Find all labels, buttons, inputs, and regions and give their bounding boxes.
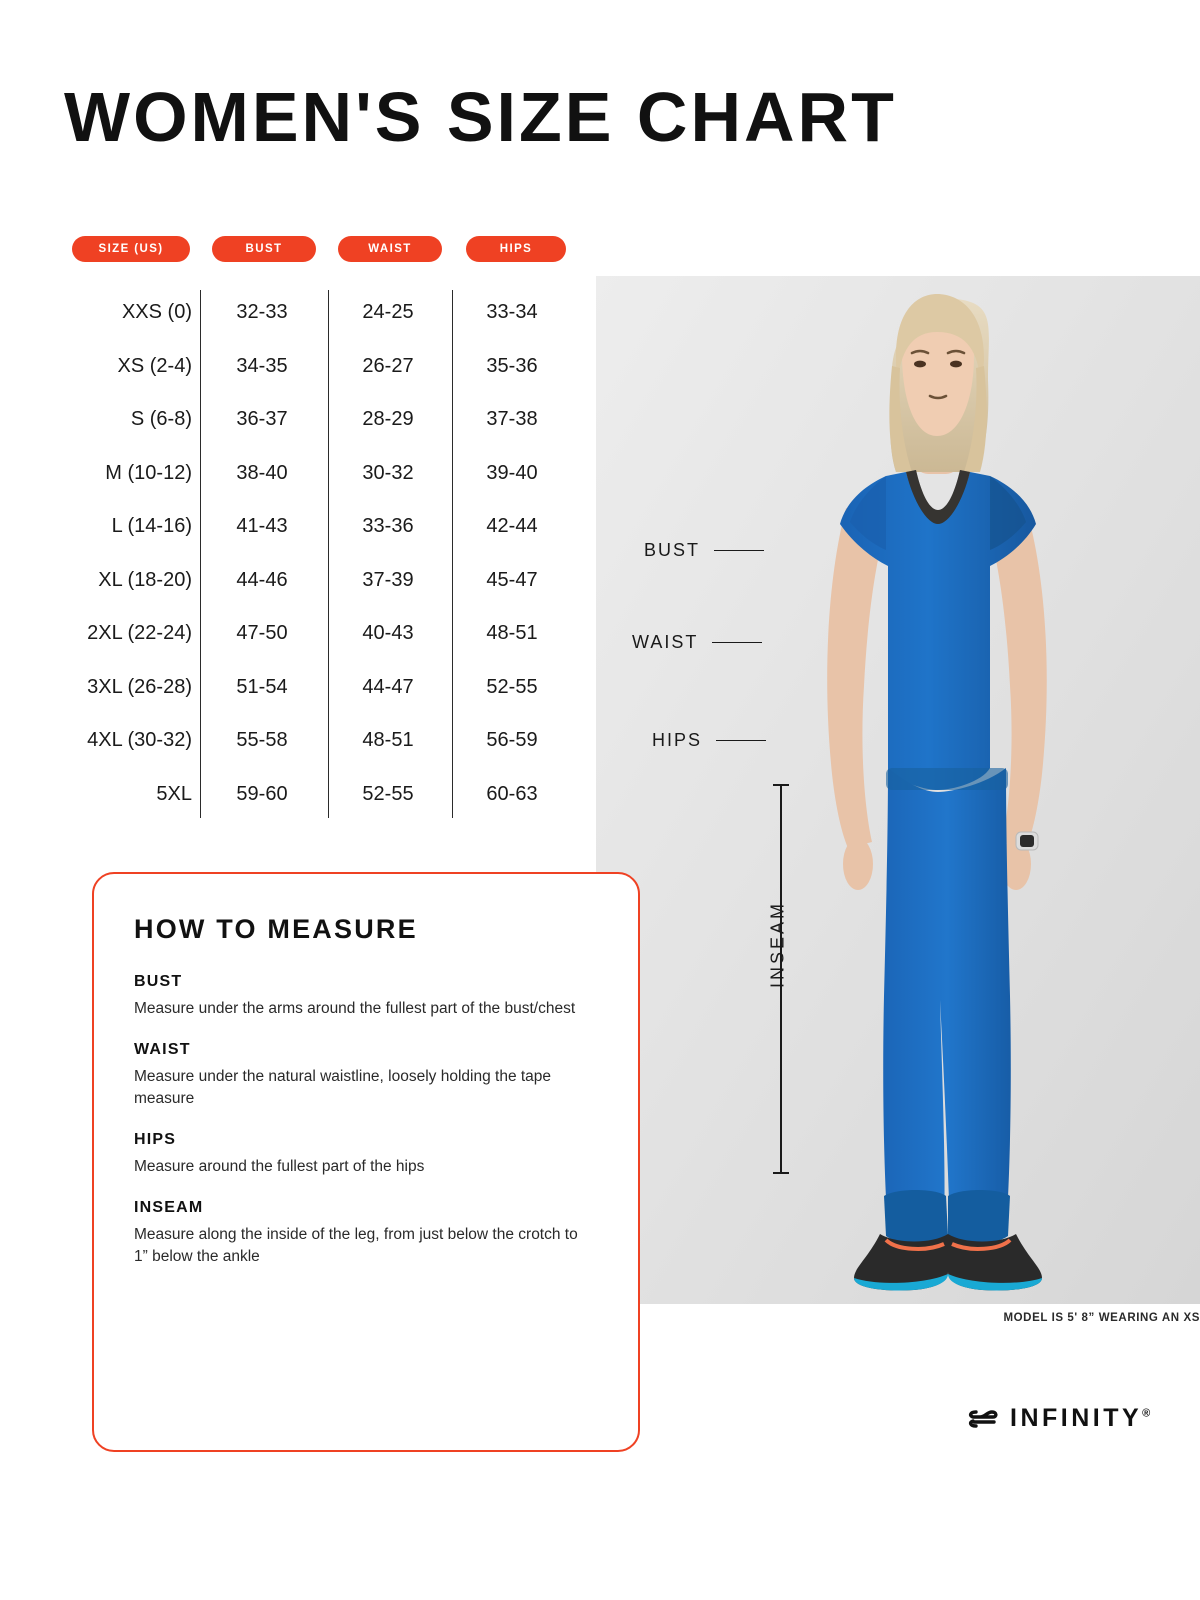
- model-note: MODEL IS 5' 8” WEARING AN XS: [1003, 1312, 1200, 1324]
- callout-inseam: [762, 784, 802, 1174]
- leader-line: [716, 740, 766, 742]
- callout-bust: [644, 540, 764, 561]
- cell-hips: 48-51: [486, 622, 538, 645]
- cell-waist: 37-39: [362, 568, 414, 591]
- cell-hips: 45-47: [486, 568, 538, 591]
- measure-term: WAIST: [134, 1041, 191, 1058]
- brand-logo: [968, 1404, 1150, 1433]
- cell-bust: 59-60: [236, 782, 288, 805]
- table-row: [64, 607, 584, 661]
- cell-hips: 35-36: [486, 354, 538, 377]
- measure-item-bust: [134, 973, 602, 1020]
- measure-description: Measure along the inside of the leg, from just below the crotch to 1” below the ankle: [134, 1226, 578, 1265]
- callout-hips: [652, 730, 766, 751]
- cell-size: XXS (0): [121, 301, 192, 324]
- measure-item-inseam: [134, 1199, 602, 1268]
- table-row: [64, 447, 584, 501]
- cell-hips: 60-63: [486, 782, 538, 805]
- cell-bust: 38-40: [236, 461, 288, 484]
- callout-waist: [632, 632, 762, 653]
- column-header-size: SIZE (US): [72, 236, 190, 262]
- cell-size: 2XL (22-24): [87, 622, 192, 645]
- cell-bust: 41-43: [236, 515, 288, 538]
- infinity-icon: [968, 1407, 998, 1431]
- measure-item-hips: [134, 1131, 602, 1178]
- leader-line: [714, 550, 764, 552]
- cell-bust: 34-35: [236, 354, 288, 377]
- registered-mark: ®: [1142, 1407, 1151, 1420]
- cell-hips: 42-44: [486, 515, 538, 538]
- table-row: [64, 554, 584, 608]
- table-row: [64, 500, 584, 554]
- cell-hips: 33-34: [486, 301, 538, 324]
- table-row: [64, 393, 584, 447]
- cell-waist: 44-47: [362, 675, 414, 698]
- cell-size: XL (18-20): [98, 568, 192, 591]
- brand-name: [1010, 1404, 1150, 1433]
- callout-bust-label: BUST: [644, 540, 701, 560]
- cell-hips: 56-59: [486, 729, 538, 752]
- how-to-measure-heading: HOW TO MEASURE: [134, 914, 418, 944]
- table-row: [64, 340, 584, 394]
- cell-waist: 26-27: [362, 354, 414, 377]
- cell-bust: 36-37: [236, 408, 288, 431]
- measure-description: Measure under the natural waistline, loosely holding the tape measure: [134, 1068, 552, 1107]
- cell-hips: 37-38: [486, 408, 538, 431]
- brand-name-text: INFINITY: [1010, 1404, 1143, 1432]
- page-title: WOMEN'S SIZE CHART: [64, 78, 897, 156]
- table-divider: [328, 290, 329, 818]
- table-divider: [452, 290, 453, 818]
- cell-waist: 52-55: [362, 782, 414, 805]
- measure-description: Measure under the arms around the fullest part of the bust/chest: [134, 1000, 576, 1017]
- measure-term: BUST: [134, 973, 183, 990]
- cell-size: 4XL (30-32): [87, 729, 192, 752]
- cell-waist: 40-43: [362, 622, 414, 645]
- table-row: [64, 661, 584, 715]
- callout-inseam-label: INSEAM: [767, 901, 788, 989]
- leader-line: [712, 642, 762, 644]
- cell-waist: 28-29: [362, 408, 414, 431]
- measure-term: INSEAM: [134, 1199, 204, 1216]
- table-divider: [200, 290, 201, 818]
- table-header-row: [64, 236, 584, 262]
- column-header-hips: HIPS: [466, 236, 566, 262]
- model-illustration: [596, 276, 1200, 1304]
- cell-waist: 48-51: [362, 729, 414, 752]
- cell-size: XS (2-4): [117, 354, 192, 377]
- table-row: [64, 768, 584, 822]
- size-table: [64, 236, 584, 821]
- cell-waist: 33-36: [362, 515, 414, 538]
- callout-waist-label: WAIST: [632, 632, 699, 652]
- how-to-measure-panel: [92, 872, 640, 1452]
- cell-bust: 44-46: [236, 568, 288, 591]
- column-header-bust: BUST: [212, 236, 316, 262]
- cell-size: M (10-12): [105, 461, 192, 484]
- cell-size: 3XL (26-28): [87, 675, 192, 698]
- cell-bust: 51-54: [236, 675, 288, 698]
- measure-description: Measure around the fullest part of the hips: [134, 1158, 425, 1175]
- measure-item-waist: [134, 1041, 602, 1110]
- table-row: [64, 714, 584, 768]
- cell-bust: 47-50: [236, 622, 288, 645]
- cell-waist: 30-32: [362, 461, 414, 484]
- model-photo-panel: [596, 276, 1200, 1304]
- cell-bust: 55-58: [236, 729, 288, 752]
- column-header-waist: WAIST: [338, 236, 442, 262]
- callout-hips-label: HIPS: [652, 730, 703, 750]
- cell-size: L (14-16): [111, 515, 192, 538]
- cell-hips: 52-55: [486, 675, 538, 698]
- cell-waist: 24-25: [362, 301, 414, 324]
- cell-size: S (6-8): [130, 408, 192, 431]
- measure-term: HIPS: [134, 1131, 177, 1148]
- table-row: [64, 286, 584, 340]
- table-body: [64, 286, 584, 821]
- cell-bust: 32-33: [236, 301, 288, 324]
- cell-size: 5XL: [156, 782, 192, 805]
- cell-hips: 39-40: [486, 461, 538, 484]
